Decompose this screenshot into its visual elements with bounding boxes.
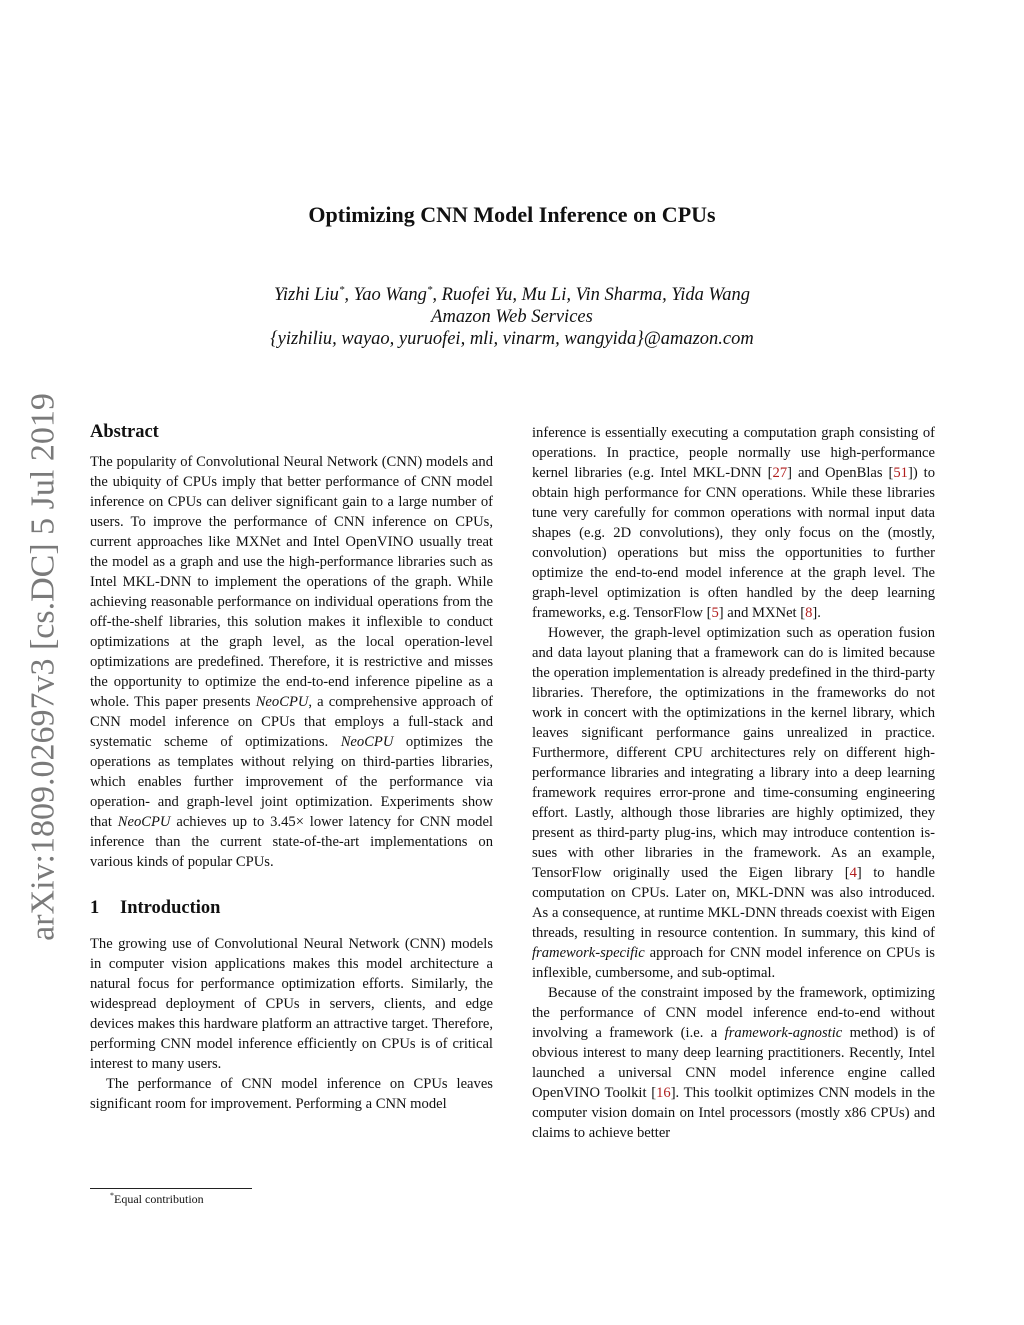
abstract-text	[90, 452, 493, 872]
text-run: , a comprehensive approach of CNN model inference on CPUs that employs a full-stack and systematic scheme of optimizations.	[90, 694, 493, 750]
author-name: Mu Li	[521, 285, 567, 305]
author-block	[0, 284, 1024, 350]
author-name: Ruofei Yu	[441, 285, 513, 305]
text-run: The performance of CNN model inference on CPUs leaves significant room for improvement. Performing a CNN model	[90, 1076, 493, 1112]
text-run: approach for CNN model inference on CPUs is inflexible, cumbersome, and sub-optimal.	[532, 945, 935, 981]
emphasis: NeoCPU	[340, 734, 394, 750]
arxiv-identifier: arXiv:1809.02697v3 [cs.DC] 5 Jul 2019	[24, 393, 62, 941]
text-run: However, the graph-level optimization such as operation fusion and data layout planing that a framework can do is limited because the operation implementation is already predefined in the third-party libraries. Therefore, the optimizations in the frameworks do not work in concert with the optimizations in the kernel library, which leaves significant performance gains unrealized in practice. Furthermore, different CPU architectures rely on different high-performance libraries and integrating a library into a deep learning framework requires error-prone and time-consuming engineering effort. Lastly, although those libraries are highly optimized, they present as third-party plug-ins, which may introduce contention issues with other libraries in the framework. As an example, TensorFlow originally used the Eigen library [	[532, 625, 935, 881]
text-run: ] to handle computation on CPUs. Later on, MKL-DNN was also introduced. As a consequence, at runtime MKL-DNN threads coexist with Eigen threads, resulting in resource contention. In summary, this kind of	[532, 865, 935, 941]
author-name: Vin Sharma	[575, 285, 663, 305]
text-run: optimizes the operations as templates without relying on third-parties libraries, which enables further improvement of the performance via operation- and graph-level joint optimization. Experiments show that	[90, 734, 493, 830]
text-run: The popularity of Convolutional Neural Network (CNN) models and the ubiquity of CPUs imply that better performance of CNN model inference on CPUs can deliver significant gain to a large number of users. To improve the performance of CNN inference on CPUs, current approaches like MXNet and Intel OpenVINO usually treat the model as a graph and use the high-performance libraries such as Intel MKL-DNN to implement the operations of the graph. While achieving reasonable performance on individual operations from the off-the-shelf libraries, this solution makes it inflexible to conduct optimizations at the graph level, as the local operation-level optimizations are predefined. Therefore, it is restrictive and misses the opportunity to optimize the end-to-end inference pipeline as a whole. This paper presents	[90, 454, 493, 710]
text-run: method) is of obvious interest to many deep learning practitioners. Recently, Intel launched a universal CNN model inference engine called OpenVINO Toolkit [	[532, 1025, 935, 1101]
text-run: ] and OpenBlas [	[787, 465, 894, 481]
text-run: ] and MXNet [	[718, 605, 806, 621]
text-run: ]. This toolkit optimizes CNN models in the computer vision domain on Intel processors (mostly x86 CPUs) and claims to achieve better	[532, 1085, 935, 1141]
footnote	[110, 1191, 204, 1207]
text-run: inference is essentially executing a computation graph consisting of operations. In practice, people normally use high-performance kernel libraries (e.g. Intel MKL-DNN [	[532, 425, 935, 481]
text-run: The growing use of Convolutional Neural Network (CNN) models in computer vision applications makes this model architecture a natural focus for performance optimization efforts. Similarly, the widespread deployment of CPUs in servers, clients, and edge devices makes this hardware platform an attractive target. Therefore, performing CNN model inference efficiently on CPUs is of critical interest to many users.	[90, 936, 493, 1072]
emphasis: NeoCPU	[255, 694, 309, 710]
affiliation: Amazon Web Services	[431, 307, 593, 327]
left-column	[90, 420, 493, 1114]
emphasis: NeoCPU	[117, 814, 171, 830]
author-name: Yida Wang	[671, 285, 751, 305]
author-names: Yizhi Liu*, Yao Wang*, Ruofei Yu, Mu Li, Vin Sharma, Yida Wang	[273, 284, 751, 305]
intro-paragraph	[90, 934, 493, 1074]
emphasis: framework-specific	[532, 945, 645, 961]
body-paragraph	[532, 623, 935, 983]
footnote-rule	[90, 1188, 252, 1189]
body-paragraph	[532, 983, 935, 1143]
introduction-heading	[90, 896, 493, 920]
arxiv-sidebar	[8, 375, 78, 960]
equal-contribution-mark: *	[338, 284, 345, 296]
abstract-heading: Abstract	[90, 422, 159, 442]
equal-contribution-mark: *	[426, 284, 433, 296]
author-emails: {yizhiliu, wayao, yuruofei, mli, vinarm, wangyida}@amazon.com	[270, 329, 754, 349]
text-run: Because of the constraint imposed by the framework, optimizing the performance of CNN model inference end-to-end without involving a framework (i.e. a	[532, 985, 935, 1041]
text-run: ]) to obtain high performance for CNN operations. While these libraries tune very carefully for common operations with normal input data shapes (e.g. 2D convolutions), they only focus on the (mostly, convolution) operations but miss the opportunities to further optimize the end-to-end model inference at the graph level. The graph-level optimization is often handled by the deep learning frameworks, e.g. TensorFlow [	[532, 465, 935, 621]
author-name: Yao Wang	[353, 285, 427, 305]
text-run: achieves up to 3.45× lower latency for CNN model inference than the current state-of-the-art implementations on various kinds of popular CPUs.	[90, 814, 493, 870]
emphasis: framework-agnostic	[724, 1025, 843, 1041]
citation-link[interactable]: 16	[656, 1085, 671, 1101]
author-name: Yizhi Liu	[273, 285, 339, 305]
footnote-text: Equal contribution	[114, 1192, 204, 1206]
text-run: ].	[812, 605, 821, 621]
citation-link[interactable]: 27	[772, 465, 788, 481]
body-paragraph	[532, 423, 935, 623]
paper-title: Optimizing CNN Model Inference on CPUs	[308, 202, 716, 227]
citation-link[interactable]: 8	[805, 605, 813, 621]
citation-link[interactable]: 4	[849, 865, 857, 881]
footnote-mark: *	[110, 1191, 114, 1200]
section-number: 1	[90, 898, 100, 918]
section-title: Introduction	[120, 898, 221, 918]
intro-paragraph	[90, 1074, 493, 1114]
citation-link[interactable]: 5	[711, 605, 719, 621]
right-column	[532, 423, 935, 1143]
citation-link[interactable]: 51	[893, 465, 908, 481]
